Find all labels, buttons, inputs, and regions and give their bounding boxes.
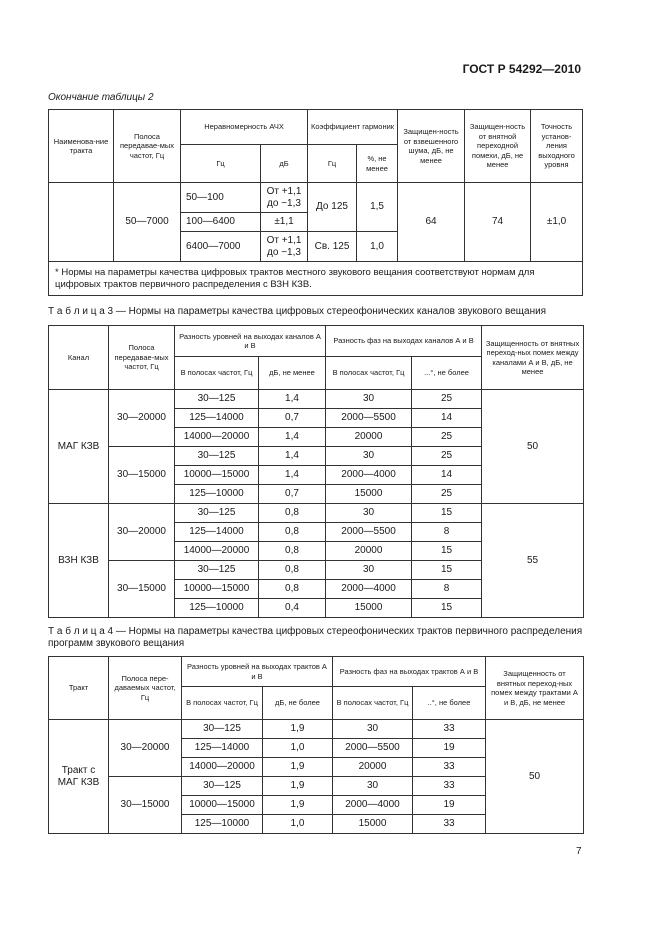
t3-level-db: 0,8 [259, 523, 326, 542]
t3-level-band: 125—10000 [175, 485, 259, 504]
t4-level-band: 125—10000 [182, 815, 263, 834]
t3-level-band: 14000—20000 [175, 542, 259, 561]
t3-phase-deg: 8 [412, 523, 482, 542]
t3-phase-deg: 15 [412, 504, 482, 523]
t3-phase-deg: 15 [412, 542, 482, 561]
page-number: 7 [576, 846, 582, 857]
t4-phase-band: 2000—5500 [333, 739, 413, 758]
t4-phase-deg: 33 [413, 720, 486, 739]
t3-h-protection: Защищенность от внятных переход-ных помех между каналами А и В, дБ, не менее [482, 326, 584, 390]
t2-interference: 74 [465, 183, 531, 262]
t3-phase-band: 15000 [326, 599, 412, 618]
t4-phase-band: 30 [333, 720, 413, 739]
t4-level-db: 1,9 [263, 720, 333, 739]
t2-band: 50—7000 [114, 183, 181, 262]
t3-phase-band: 20000 [326, 542, 412, 561]
t2-freq-3: 6400—7000 [181, 232, 261, 262]
t4-phase-deg: 33 [413, 815, 486, 834]
t4-h-protection: Защищенность от внятных переход-ных помех между трактами А и В, дБ, не менее [486, 657, 584, 720]
t2-h-db: дБ [261, 145, 308, 183]
t3-phase-deg: 14 [412, 409, 482, 428]
t4-level-band: 30—125 [182, 777, 263, 796]
table3 [48, 325, 584, 618]
t3-level-db: 0,7 [259, 409, 326, 428]
t4-band: 30—15000 [109, 777, 182, 834]
t3-level-db: 0,4 [259, 599, 326, 618]
t3-h-phase-bands: В полосах частот, Гц [326, 357, 412, 390]
t3-channel-vzn: ВЗН КЗВ [49, 504, 109, 618]
table2 [48, 109, 583, 296]
t3-band: 30—20000 [109, 504, 175, 561]
t3-level-band: 125—10000 [175, 599, 259, 618]
t3-phase-band: 15000 [326, 485, 412, 504]
t3-level-band: 14000—20000 [175, 428, 259, 447]
t3-phase-band: 2000—4000 [326, 466, 412, 485]
t3-band: 30—20000 [109, 390, 175, 447]
t4-h-path: Тракт [49, 657, 109, 720]
t3-level-db: 0,8 [259, 580, 326, 599]
t3-level-db: 0,8 [259, 561, 326, 580]
t3-level-band: 10000—15000 [175, 580, 259, 599]
t3-phase-deg: 25 [412, 485, 482, 504]
t2-harm-pct-2: 1,0 [357, 232, 398, 262]
t4-phase-band: 15000 [333, 815, 413, 834]
t3-level-band: 125—14000 [175, 523, 259, 542]
t4-h-level-diff: Разность уровней на выходах трактов А и В [182, 657, 333, 687]
table4 [48, 656, 584, 834]
t4-level-band: 14000—20000 [182, 758, 263, 777]
t2-footnote: * Нормы на параметры качества цифровых трактов местного звукового вещания соответствуют нормам для цифровых трактов первичного распределения с ВЗН КЗВ. [49, 262, 583, 296]
t4-protection: 50 [486, 720, 584, 834]
t3-phase-band: 30 [326, 390, 412, 409]
t3-protection-vzn: 55 [482, 504, 584, 618]
t2-h-harm-hz: Гц [308, 145, 357, 183]
t4-h-phase-bands: В полосах частот, Гц [333, 687, 413, 720]
t2-h-weighted-noise: Защищен-ность от взвешенного шума, дБ, не менее [398, 110, 465, 183]
document-header: ГОСТ Р 54292—2010 [462, 62, 581, 76]
t3-level-db: 0,8 [259, 542, 326, 561]
t3-phase-deg: 25 [412, 447, 482, 466]
t3-phase-band: 2000—5500 [326, 409, 412, 428]
t4-phase-deg: 19 [413, 739, 486, 758]
t3-h-band: Полоса передавае-мых частот, Гц [109, 326, 175, 390]
t4-h-band: Полоса пере-даваемых частот, Гц [109, 657, 182, 720]
t3-h-phase-deg: ...°, не более [412, 357, 482, 390]
t4-phase-deg: 33 [413, 777, 486, 796]
table2-caption: Окончание таблицы 2 [48, 92, 154, 103]
t4-phase-deg: 33 [413, 758, 486, 777]
t3-h-level-db: дБ, не менее [259, 357, 326, 390]
t3-level-band: 30—125 [175, 561, 259, 580]
t4-level-db: 1,9 [263, 796, 333, 815]
t2-name-cell [49, 183, 114, 262]
t2-h-harmonic: Коэффициент гармоник [308, 110, 398, 145]
t3-level-db: 1,4 [259, 447, 326, 466]
t3-protection-mag: 50 [482, 390, 584, 504]
t4-level-band: 30—125 [182, 720, 263, 739]
t4-level-db: 1,0 [263, 739, 333, 758]
t2-harm-pct-1: 1,5 [357, 183, 398, 232]
t2-h-level-accuracy: Точность установ-ления выходного уровня [531, 110, 583, 183]
t3-phase-band: 30 [326, 447, 412, 466]
t4-level-db: 1,9 [263, 777, 333, 796]
t3-level-band: 30—125 [175, 504, 259, 523]
t3-h-level-diff: Разность уровней на выходах каналов А и В [175, 326, 326, 357]
t2-h-harm-pct: %, не менее [357, 145, 398, 183]
t2-h-band: Полоса передавае-мых частот, Гц [114, 110, 181, 183]
table4-caption: Т а б л и ц а 4 — Нормы на параметры качества цифровых стереофонических трактов первичного распределения программ звукового вещания [48, 626, 583, 649]
t3-level-db: 0,7 [259, 485, 326, 504]
t3-level-band: 30—125 [175, 447, 259, 466]
t3-phase-deg: 25 [412, 428, 482, 447]
t3-level-db: 0,8 [259, 504, 326, 523]
t3-level-db: 1,4 [259, 428, 326, 447]
t4-h-level-bands: В полосах частот, Гц [182, 687, 263, 720]
t3-level-band: 30—125 [175, 390, 259, 409]
t4-level-band: 10000—15000 [182, 796, 263, 815]
t2-weighted-noise: 64 [398, 183, 465, 262]
t2-h-hz: Гц [181, 145, 261, 183]
t4-h-level-db: дБ, не более [263, 687, 333, 720]
t2-harm-hz-1: До 125 [308, 183, 357, 232]
t3-h-level-bands: В полосах частот, Гц [175, 357, 259, 390]
t3-phase-deg: 25 [412, 390, 482, 409]
t3-level-db: 1,4 [259, 390, 326, 409]
t4-h-phase-deg: ..°, не более [413, 687, 486, 720]
t4-phase-deg: 19 [413, 796, 486, 815]
t2-h-name: Наименова-ние тракта [49, 110, 114, 183]
t4-phase-band: 20000 [333, 758, 413, 777]
t2-level-accuracy: ±1,0 [531, 183, 583, 262]
t2-db-3: От +1,1 до −1,3 [261, 232, 308, 262]
t3-phase-band: 30 [326, 561, 412, 580]
t3-band: 30—15000 [109, 561, 175, 618]
t3-phase-deg: 15 [412, 599, 482, 618]
t2-freq-2: 100—6400 [181, 213, 261, 232]
t3-phase-band: 20000 [326, 428, 412, 447]
t3-phase-deg: 14 [412, 466, 482, 485]
t2-harm-hz-2: Св. 125 [308, 232, 357, 262]
t3-level-db: 1,4 [259, 466, 326, 485]
t4-phase-band: 2000—4000 [333, 796, 413, 815]
t2-freq-1: 50—100 [181, 183, 261, 213]
t3-level-band: 125—14000 [175, 409, 259, 428]
t3-phase-deg: 15 [412, 561, 482, 580]
t2-h-nonuniformity: Неравномерность АЧХ [181, 110, 308, 145]
t3-phase-band: 2000—5500 [326, 523, 412, 542]
table3-caption: Т а б л и ц а 3 — Нормы на параметры качества цифровых стереофонических каналов звукового вещания [48, 306, 547, 317]
t4-h-phase-diff: Разность фаз на выходах трактов А и В [333, 657, 486, 687]
t4-path: Тракт с МАГ КЗВ [49, 720, 109, 834]
t3-phase-band: 2000—4000 [326, 580, 412, 599]
t4-band: 30—20000 [109, 720, 182, 777]
t4-phase-band: 30 [333, 777, 413, 796]
t4-level-db: 1,0 [263, 815, 333, 834]
t4-level-band: 125—14000 [182, 739, 263, 758]
t2-db-1: От +1,1 до −1,3 [261, 183, 308, 213]
t2-db-2: ±1,1 [261, 213, 308, 232]
t3-h-channel: Канал [49, 326, 109, 390]
t3-level-band: 10000—15000 [175, 466, 259, 485]
t3-phase-band: 30 [326, 504, 412, 523]
t3-band: 30—15000 [109, 447, 175, 504]
t3-phase-deg: 8 [412, 580, 482, 599]
t3-h-phase-diff: Разность фаз на выходах каналов А и В [326, 326, 482, 357]
t2-h-interference: Защищен-ность от внятной переходной помехи, дБ, не менее [465, 110, 531, 183]
t4-level-db: 1,9 [263, 758, 333, 777]
t3-channel-mag: МАГ КЗВ [49, 390, 109, 504]
